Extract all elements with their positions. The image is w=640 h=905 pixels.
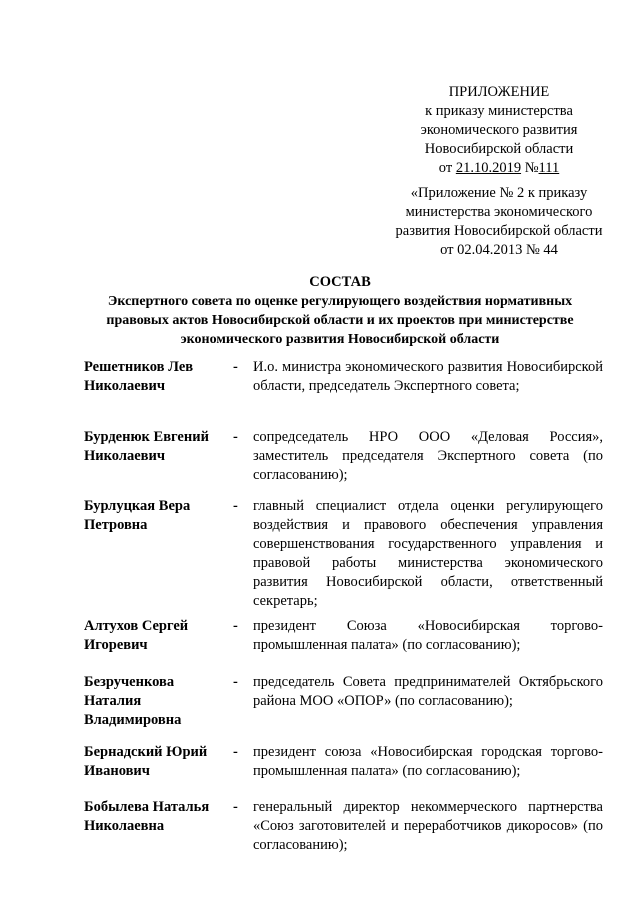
member-name [84, 617, 224, 655]
member-name [84, 743, 224, 781]
member-name-line: Наталия [84, 693, 142, 709]
member-name [84, 358, 224, 396]
member-name [84, 673, 224, 730]
member-description: президент Союза «Новосибирская торгово-промышленная палата» (по согласованию); [253, 618, 603, 653]
member-name [84, 497, 224, 535]
appendix-line-3: экономического развития [420, 122, 578, 138]
member-dash: - [233, 498, 238, 514]
appendix-block [386, 83, 612, 178]
member-dash: - [233, 674, 238, 690]
member-dash: - [233, 359, 238, 375]
member-name-line: Николаевич [84, 448, 166, 464]
appendix2-line-1: «Приложение № 2 к приказу [410, 185, 588, 201]
order-number: 111 [538, 160, 560, 176]
appendix2-line-2: министерства экономического [405, 204, 593, 220]
member-name [84, 798, 224, 836]
member-name-line: Николаевна [84, 818, 165, 834]
appendix-line-2: к приказу министерства [425, 103, 573, 119]
title-line-2: правовых актов Новосибирской области и их проектов при министерстве [106, 313, 574, 328]
date-prefix: от [438, 160, 456, 176]
appendix-line-4: Новосибирской области [424, 141, 574, 157]
title-line-1: Экспертного совета по оценке регулирующего воздействия нормативных [107, 294, 573, 309]
title-heading: СОСТАВ [309, 274, 371, 290]
member-name-line: Безрученкова [84, 674, 175, 690]
appendix2-line-3: развития Новосибирской области [395, 223, 603, 239]
member-name-line: Николаевич [84, 378, 166, 394]
member-description: президент союза «Новосибирская городская торгово-промышленная палата» (по согласованию); [253, 744, 603, 779]
title-line-3: экономического развития Новосибирской области [180, 332, 500, 347]
appendix2-block [386, 184, 612, 260]
member-dash: - [233, 429, 238, 445]
member-name-line: Алтухов Сергей [84, 618, 189, 634]
appendix-date-line [386, 159, 612, 178]
member-name-line: Игоревич [84, 637, 148, 653]
appendix-line-1: ПРИЛОЖЕНИЕ [448, 84, 550, 100]
member-name-line: Бурденюк Евгений [84, 429, 209, 445]
member-name-line: Бернадский Юрий [84, 744, 208, 760]
member-description: сопредседатель НРО ООО «Деловая Россия», заместитель председателя Экспертного совета (по согласованию); [253, 429, 603, 483]
member-name-line: Бобылева Наталья [84, 799, 210, 815]
member-name-line: Петровна [84, 517, 148, 533]
member-name [84, 428, 224, 466]
member-description: главный специалист отдела оценки регулирующего воздействия и правового обеспечения управления совершенствования государственного управления и правовой работы министерства экономического развития Новосибирской области, ответственный секретарь; [253, 498, 603, 609]
member-description: председатель Совета предпринимателей Октябрьского района МОО «ОПОР» (по согласованию); [253, 674, 603, 709]
number-prefix: № [521, 160, 539, 176]
member-dash: - [233, 799, 238, 815]
member-dash: - [233, 618, 238, 634]
member-name-line: Владимировна [84, 712, 182, 728]
member-name-line: Решетников Лев [84, 359, 194, 375]
member-description: И.о. министра экономического развития Новосибирской области, председатель Экспертного совета; [253, 359, 603, 394]
member-description: генеральный директор некоммерческого партнерства «Союз заготовителей и переработчиков дикоросов» (по согласованию); [253, 799, 603, 853]
document-title [60, 273, 620, 349]
appendix2-line-4: от 02.04.2013 № 44 [440, 242, 558, 258]
member-name-line: Иванович [84, 763, 150, 779]
order-date: 21.10.2019 [455, 160, 522, 176]
member-name-line: Бурлуцкая Вера [84, 498, 191, 514]
member-dash: - [233, 744, 238, 760]
